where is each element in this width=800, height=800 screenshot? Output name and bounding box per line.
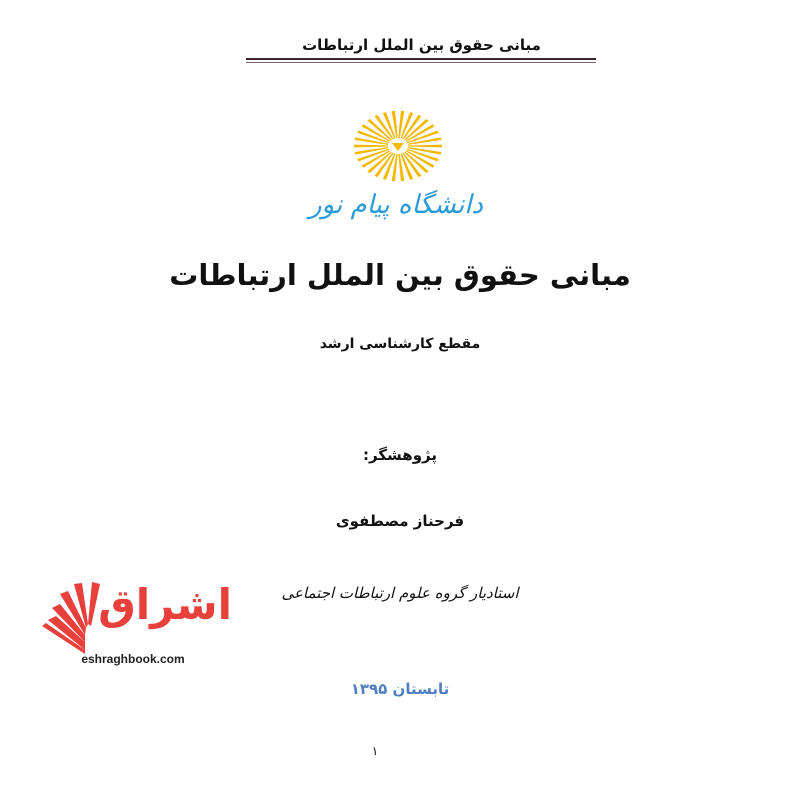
sunburst-ray bbox=[408, 145, 442, 148]
document-title: مبانی حقوق بین الملل ارتباطات bbox=[169, 258, 631, 292]
university-name: دانشگاه پیام نور bbox=[309, 190, 483, 220]
researcher-label: پژوهشگر: bbox=[362, 446, 437, 464]
header-rule-thick bbox=[246, 58, 596, 60]
publication-date: تابستان ۱۳۹۵ bbox=[350, 680, 450, 698]
degree-level: مقطع کارشناسی ارشد bbox=[319, 336, 481, 352]
sunburst-ray bbox=[354, 145, 388, 148]
page-number: ۱ bbox=[371, 744, 379, 758]
running-title: مبانی حقوق بین الملل ارتباطات bbox=[302, 36, 541, 54]
author-affiliation: استادیار گروه علوم ارتباطات اجتماعی bbox=[281, 584, 519, 602]
watermark-text: اشراق bbox=[98, 580, 232, 629]
header-rule-thin bbox=[246, 62, 596, 63]
watermark-url: eshraghbook.com bbox=[81, 652, 185, 666]
author-name: فرحناز مصطفوی bbox=[335, 512, 465, 530]
